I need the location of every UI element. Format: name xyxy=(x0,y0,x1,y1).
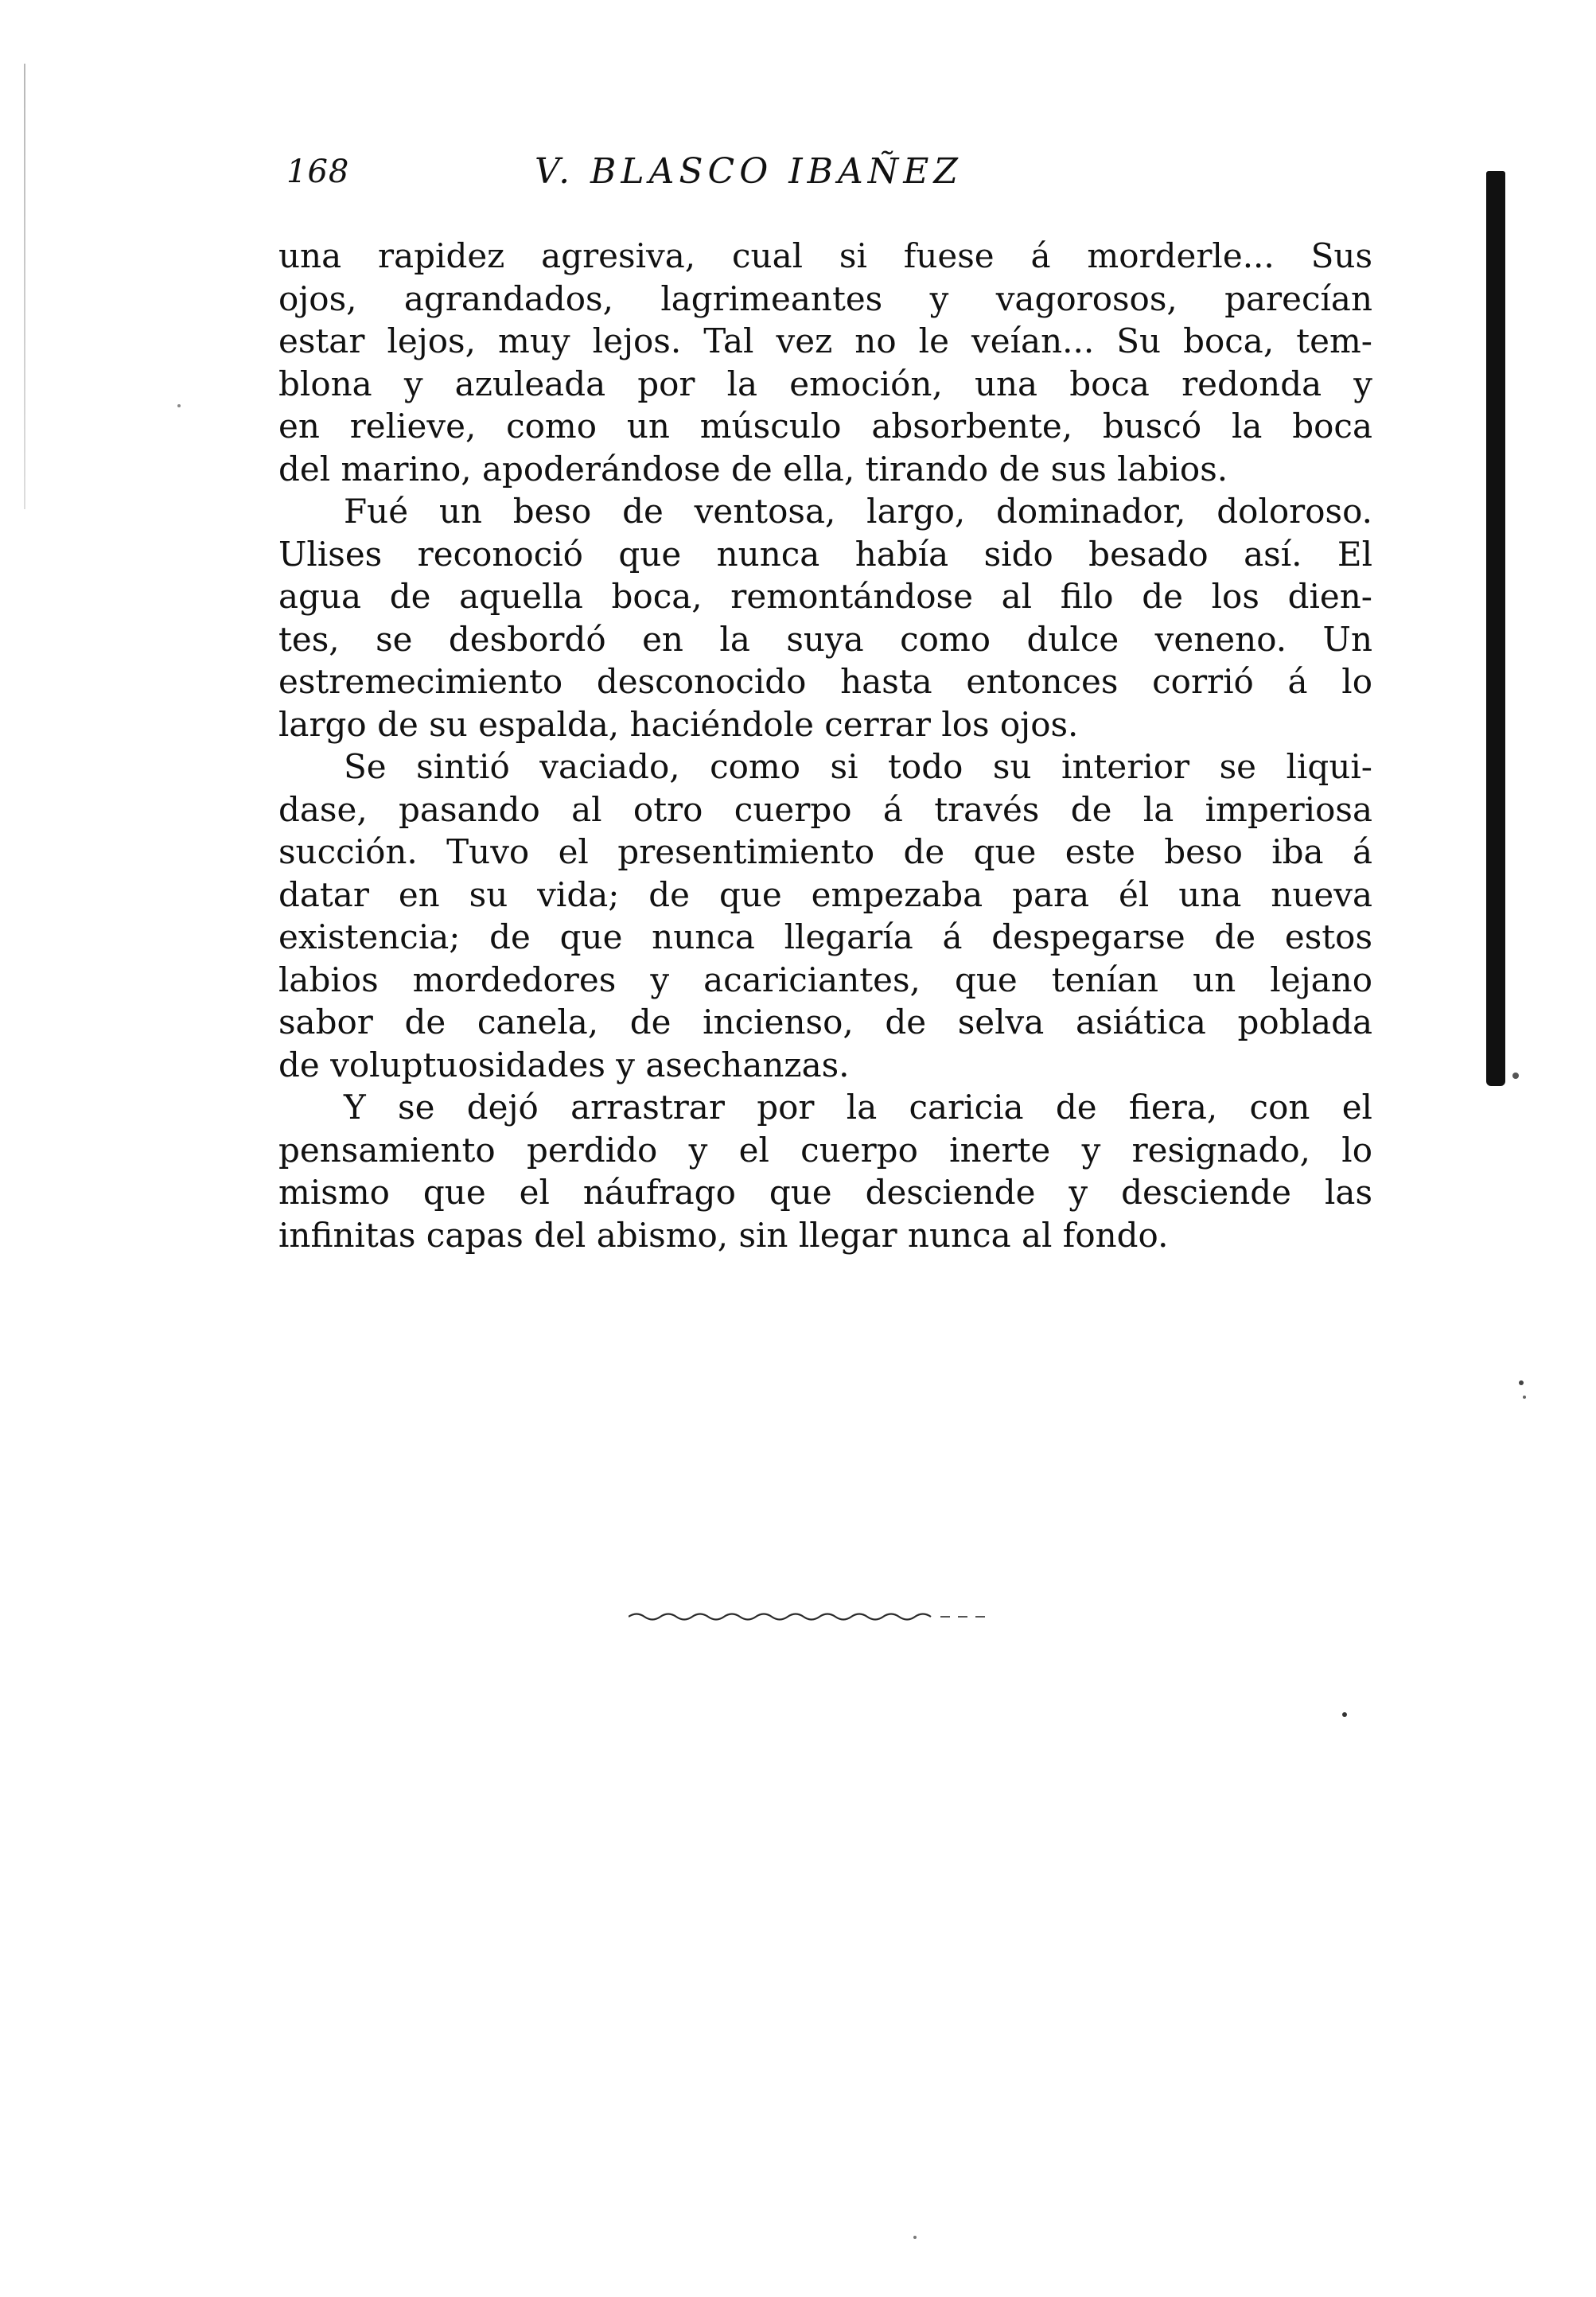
text-line: succión. Tuvo el presentimiento de que este beso iba á xyxy=(278,832,1372,871)
text-line: Y se dejó arrastrar por la caricia de fiera, con el xyxy=(344,1088,1372,1127)
text-line: datar en su vida; de que empezaba para él una nueva xyxy=(278,874,1372,914)
text-line: en relieve, como un músculo absorbente, buscó la boca xyxy=(278,407,1372,446)
text-line: una rapidez agresiva, cual si fuese á morderle... Sus xyxy=(278,236,1372,275)
text-line: ojos, agrandados, lagrimeantes y vagorosos, parecían xyxy=(278,278,1372,318)
text-line: dase, pasando al otro cuerpo á través de la imperiosa xyxy=(278,789,1372,829)
text-line: existencia; de que nunca llegaría á despegarse de estos xyxy=(278,917,1372,956)
scan-edge-right xyxy=(1486,171,1505,1086)
text-line: agua de aquella boca, remontándose al filo de los dien- xyxy=(278,577,1372,616)
body-text xyxy=(278,235,1372,1256)
text-line: infinitas capas del abismo, sin llegar nunca al fondo. xyxy=(278,1215,1169,1255)
text-line: blona y azuleada por la emoción, una boca redonda y xyxy=(278,364,1372,403)
page-header xyxy=(286,150,1376,205)
text-line: del marino, apoderándose de ella, tirando de sus labios. xyxy=(278,449,1228,489)
text-line: estremecimiento desconocido hasta entonces corrió á lo xyxy=(278,662,1372,701)
text-line: estar lejos, muy lejos. Tal vez no le veían... Su boca, tem- xyxy=(278,321,1372,360)
text-line: Ulises reconoció que nunca había sido besado así. El xyxy=(278,534,1372,574)
text-line: tes, se desbordó en la suya como dulce veneno. Un xyxy=(278,619,1372,659)
running-head: V. BLASCO IBAÑEZ xyxy=(535,151,963,192)
text-line: de voluptuosidades y asechanzas. xyxy=(278,1045,850,1084)
text-line: Se sintió vaciado, como si todo su interior se liqui- xyxy=(344,747,1372,786)
text-line: sabor de canela, de incienso, de selva asiática poblada xyxy=(278,1003,1372,1041)
text-line: mismo que el náufrago que desciende y desciende las xyxy=(278,1173,1372,1212)
page-number: 168 xyxy=(286,154,350,190)
scan-edge-left xyxy=(24,64,25,509)
text-line: pensamiento perdido y el cuerpo inerte y resignado, lo xyxy=(278,1130,1372,1170)
text-line: largo de su espalda, haciéndole cerrar los ojos. xyxy=(278,704,1079,744)
text-line: labios mordedores y acariciantes, que tenían un lejano xyxy=(278,960,1372,999)
end-ornament xyxy=(629,1607,1002,1626)
text-line: Fué un beso de ventosa, largo, dominador, doloroso. xyxy=(344,492,1372,531)
